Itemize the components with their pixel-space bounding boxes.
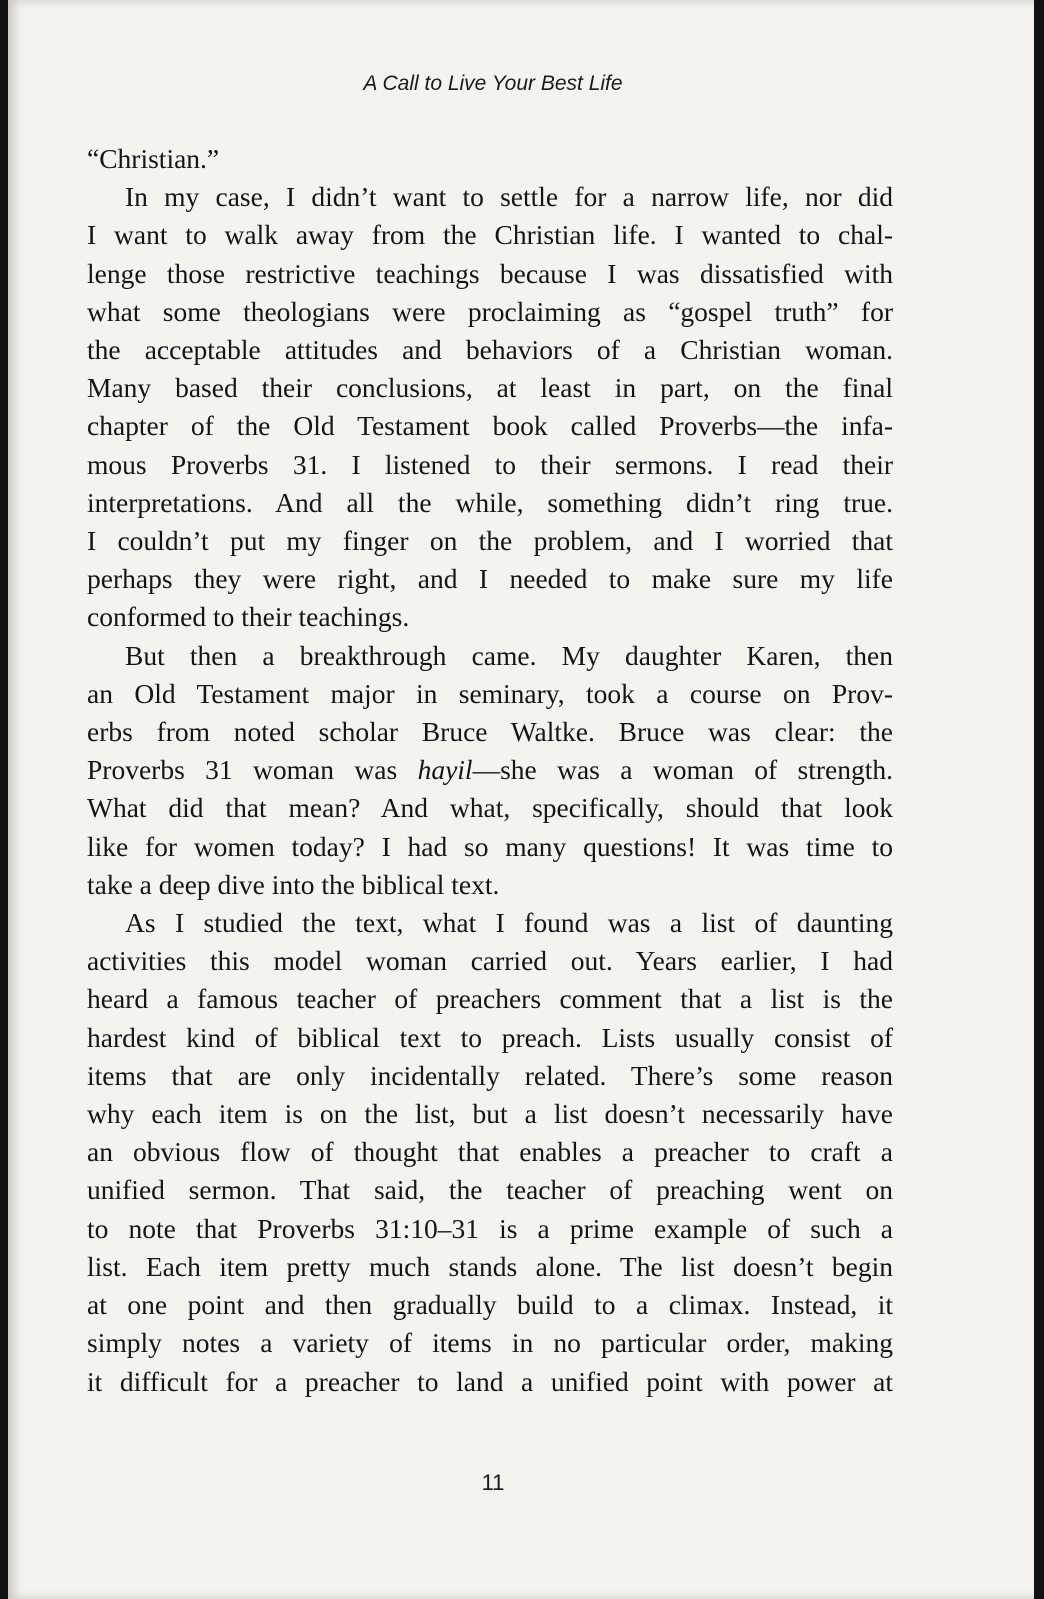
text-line: heard a famous teacher of preachers comment that a list is the	[87, 983, 893, 1015]
text-line: As I studied the text, what I found was a list of daunting	[125, 907, 893, 939]
text-line: items that are only incidentally related. There’s some reason	[87, 1059, 893, 1091]
book-page	[8, 0, 1034, 1599]
text-line: the acceptable attitudes and behaviors of a Christian woman.	[87, 334, 893, 366]
text-line: I want to walk away from the Christian life. I wanted to chal-	[87, 219, 893, 251]
text-line: conformed to their teachings.	[87, 601, 410, 633]
text-line: take a deep dive into the biblical text.	[87, 868, 500, 900]
paragraph-1	[87, 140, 893, 178]
text-run: Proverbs 31 woman was	[87, 754, 418, 786]
hebrew-term-italic: hayil	[417, 754, 473, 786]
paragraph-2	[87, 178, 893, 636]
text-line: why each item is on the list, but a list doesn’t necessarily have	[87, 1098, 893, 1130]
text-line: activities this model woman carried out. Years earlier, I had	[87, 945, 893, 977]
text-line: But then a breakthrough came. My daughter Karen, then	[125, 639, 893, 671]
text-run: —she was a woman of strength.	[472, 754, 893, 786]
text-line: an obvious flow of thought that enables a preacher to craft a	[87, 1136, 893, 1168]
text-line: lenge those restrictive teachings because I was dissatisfied with	[87, 257, 893, 289]
text-line: list. Each item pretty much stands alone. The list doesn’t begin	[87, 1250, 893, 1282]
text-line: unified sermon. That said, the teacher of preaching went on	[87, 1174, 893, 1206]
body-text	[87, 140, 893, 1401]
page-number: 11	[481, 1470, 505, 1495]
text-line	[87, 751, 893, 789]
text-line: Many based their conclusions, at least in part, on the final	[87, 372, 893, 404]
text-line: it difficult for a preacher to land a unified point with power at	[87, 1365, 893, 1397]
text-line: What did that mean? And what, specifically, should that look	[87, 792, 893, 824]
paragraph-3	[87, 637, 893, 904]
text-line: In my case, I didn’t want to settle for a narrow life, nor did	[125, 181, 893, 213]
text-line: an Old Testament major in seminary, took a course on Prov-	[87, 677, 893, 709]
running-header: A Call to Live Your Best Life	[363, 72, 623, 95]
text-line: like for women today? I had so many questions! It was time to	[87, 830, 893, 862]
paragraph-4	[87, 904, 893, 1401]
text-line: mous Proverbs 31. I listened to their sermons. I read their	[87, 448, 893, 480]
text-line: I couldn’t put my finger on the problem, and I worried that	[87, 525, 893, 557]
text-line: hardest kind of biblical text to preach. Lists usually consist of	[87, 1021, 893, 1053]
text-line: at one point and then gradually build to a climax. Instead, it	[87, 1289, 893, 1321]
text-line: chapter of the Old Testament book called Proverbs—the infa-	[87, 410, 893, 442]
text-line: interpretations. And all the while, something didn’t ring true.	[87, 486, 893, 518]
text-line: perhaps they were right, and I needed to make sure my life	[87, 563, 893, 595]
text-line: “Christian.”	[87, 143, 220, 174]
text-line: erbs from noted scholar Bruce Waltke. Bruce was clear: the	[87, 716, 893, 748]
text-line: what some theologians were proclaiming as “gospel truth” for	[87, 295, 893, 327]
text-line: simply notes a variety of items in no particular order, making	[87, 1327, 893, 1359]
text-line: to note that Proverbs 31:10–31 is a prime example of such a	[87, 1212, 893, 1244]
